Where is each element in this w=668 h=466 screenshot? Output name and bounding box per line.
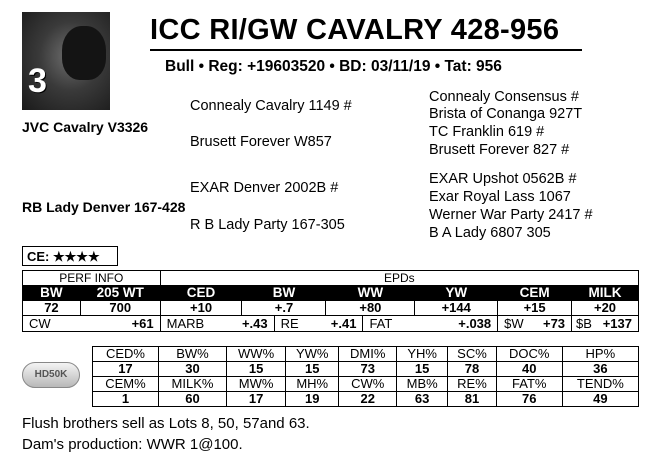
epd-header: 205 WT xyxy=(80,286,160,301)
pedigree-ss-sire: Connealy Consensus # xyxy=(429,89,579,105)
pedigree-sire: JVC Cavalry V3326 xyxy=(22,119,149,135)
genomic-header: WW% xyxy=(227,347,286,362)
genomic-header: DMI% xyxy=(339,347,397,362)
index-value: +61 xyxy=(80,316,160,332)
bull-head-shape xyxy=(62,26,106,80)
genomic-header: CEM% xyxy=(93,377,159,392)
genomic-header: MW% xyxy=(227,377,286,392)
index-label: FAT xyxy=(363,316,437,332)
index-label: $B xyxy=(576,315,592,331)
flush-brothers-note: Flush brothers sell as Lots 8, 50, 57and 63. xyxy=(22,415,310,432)
genomic-value: 81 xyxy=(448,392,497,407)
pedigree-sire-sire: Connealy Cavalry 1149 # xyxy=(190,98,352,114)
index-label: $W xyxy=(498,316,524,332)
genomic-value: 30 xyxy=(158,362,226,377)
index-cell-b xyxy=(572,316,639,332)
pedigree-ds-dam: Exar Royal Lass 1067 xyxy=(429,189,571,205)
genomic-value: 73 xyxy=(339,362,397,377)
epd-header: MILK xyxy=(572,286,639,301)
genomic-value: 22 xyxy=(339,392,397,407)
epd-header: CED xyxy=(160,286,242,301)
epd-value: 72 xyxy=(23,301,81,316)
genomic-header: TEND% xyxy=(562,377,638,392)
index-label: RE xyxy=(274,316,326,332)
pedigree-dam: RB Lady Denver 167-428 xyxy=(22,199,186,215)
genomic-header: MB% xyxy=(397,377,448,392)
epd-header: BW xyxy=(23,286,81,301)
genomic-value: 17 xyxy=(227,392,286,407)
genomic-header: DOC% xyxy=(496,347,562,362)
epd-value: +20 xyxy=(572,301,639,316)
genomic-header: YW% xyxy=(286,347,339,362)
genomic-header: MH% xyxy=(286,377,339,392)
pedigree-ds-sire: EXAR Upshot 0562B # xyxy=(429,171,577,187)
epd-value: +144 xyxy=(415,301,498,316)
index-value: +73 xyxy=(524,316,572,332)
perf-info-label: PERF INFO xyxy=(23,271,161,286)
genomic-value: 15 xyxy=(227,362,286,377)
epd-value: 700 xyxy=(80,301,160,316)
pedigree-dd-dam: B A Lady 6807 305 xyxy=(429,225,551,241)
genomic-value: 15 xyxy=(397,362,448,377)
epd-header: YW xyxy=(415,286,498,301)
genomic-header: CW% xyxy=(339,377,397,392)
animal-name: ICC RI/GW CAVALRY 428-956 xyxy=(150,14,560,46)
bull-photo xyxy=(22,12,110,110)
genomic-header: RE% xyxy=(448,377,497,392)
genomic-header: BW% xyxy=(158,347,226,362)
index-value: +.41 xyxy=(326,316,363,332)
genomic-value: 17 xyxy=(93,362,159,377)
genomic-header: CED% xyxy=(93,347,159,362)
genomic-header: SC% xyxy=(448,347,497,362)
index-label: MARB xyxy=(160,316,242,332)
epd-value: +80 xyxy=(326,301,415,316)
genomic-header: MILK% xyxy=(158,377,226,392)
index-label: CW xyxy=(23,316,81,332)
genomic-value: 40 xyxy=(496,362,562,377)
pedigree-dam-sire: EXAR Denver 2002B # xyxy=(190,180,339,196)
epd-table xyxy=(22,270,639,332)
calving-ease-rating: CE: ★★★★ xyxy=(22,246,118,266)
lot-number: 3 xyxy=(28,62,47,100)
index-value: +.43 xyxy=(242,316,274,332)
hd50k-logo: HD50K xyxy=(22,362,80,388)
dam-production-note: Dam's production: WWR 1@100. xyxy=(22,436,243,453)
genomic-value: 78 xyxy=(448,362,497,377)
epd-header: WW xyxy=(326,286,415,301)
genomic-value: 36 xyxy=(562,362,638,377)
pedigree-dd-sire: Werner War Party 2417 # xyxy=(429,207,593,223)
index-value: +137 xyxy=(602,315,632,331)
genomic-value: 49 xyxy=(562,392,638,407)
pedigree-dam-dam: R B Lady Party 167-305 xyxy=(190,217,345,233)
genomic-value: 19 xyxy=(286,392,339,407)
epd-header: BW xyxy=(242,286,326,301)
genomic-header: HP% xyxy=(562,347,638,362)
genomic-value: 60 xyxy=(158,392,226,407)
genomics-table xyxy=(92,346,639,407)
registration-line: Bull • Reg: +19603520 • BD: 03/11/19 • Tat: 956 xyxy=(165,58,502,75)
genomic-header: YH% xyxy=(397,347,448,362)
index-value: +.038 xyxy=(437,316,498,332)
genomic-value: 1 xyxy=(93,392,159,407)
genomic-value: 76 xyxy=(496,392,562,407)
epd-value: +.7 xyxy=(242,301,326,316)
epds-label: EPDs xyxy=(160,271,638,286)
title-underline xyxy=(150,49,582,51)
pedigree-sd-dam: Brusett Forever 827 # xyxy=(429,142,570,158)
epd-value: +10 xyxy=(160,301,242,316)
genomic-value: 63 xyxy=(397,392,448,407)
epd-value: +15 xyxy=(498,301,572,316)
genomic-header: FAT% xyxy=(496,377,562,392)
pedigree-sd-sire: TC Franklin 619 # xyxy=(429,124,545,140)
genomic-value: 15 xyxy=(286,362,339,377)
epd-header: CEM xyxy=(498,286,572,301)
pedigree-sire-dam: Brusett Forever W857 xyxy=(190,134,332,150)
pedigree-ss-dam: Brista of Conanga 927T xyxy=(429,106,583,122)
